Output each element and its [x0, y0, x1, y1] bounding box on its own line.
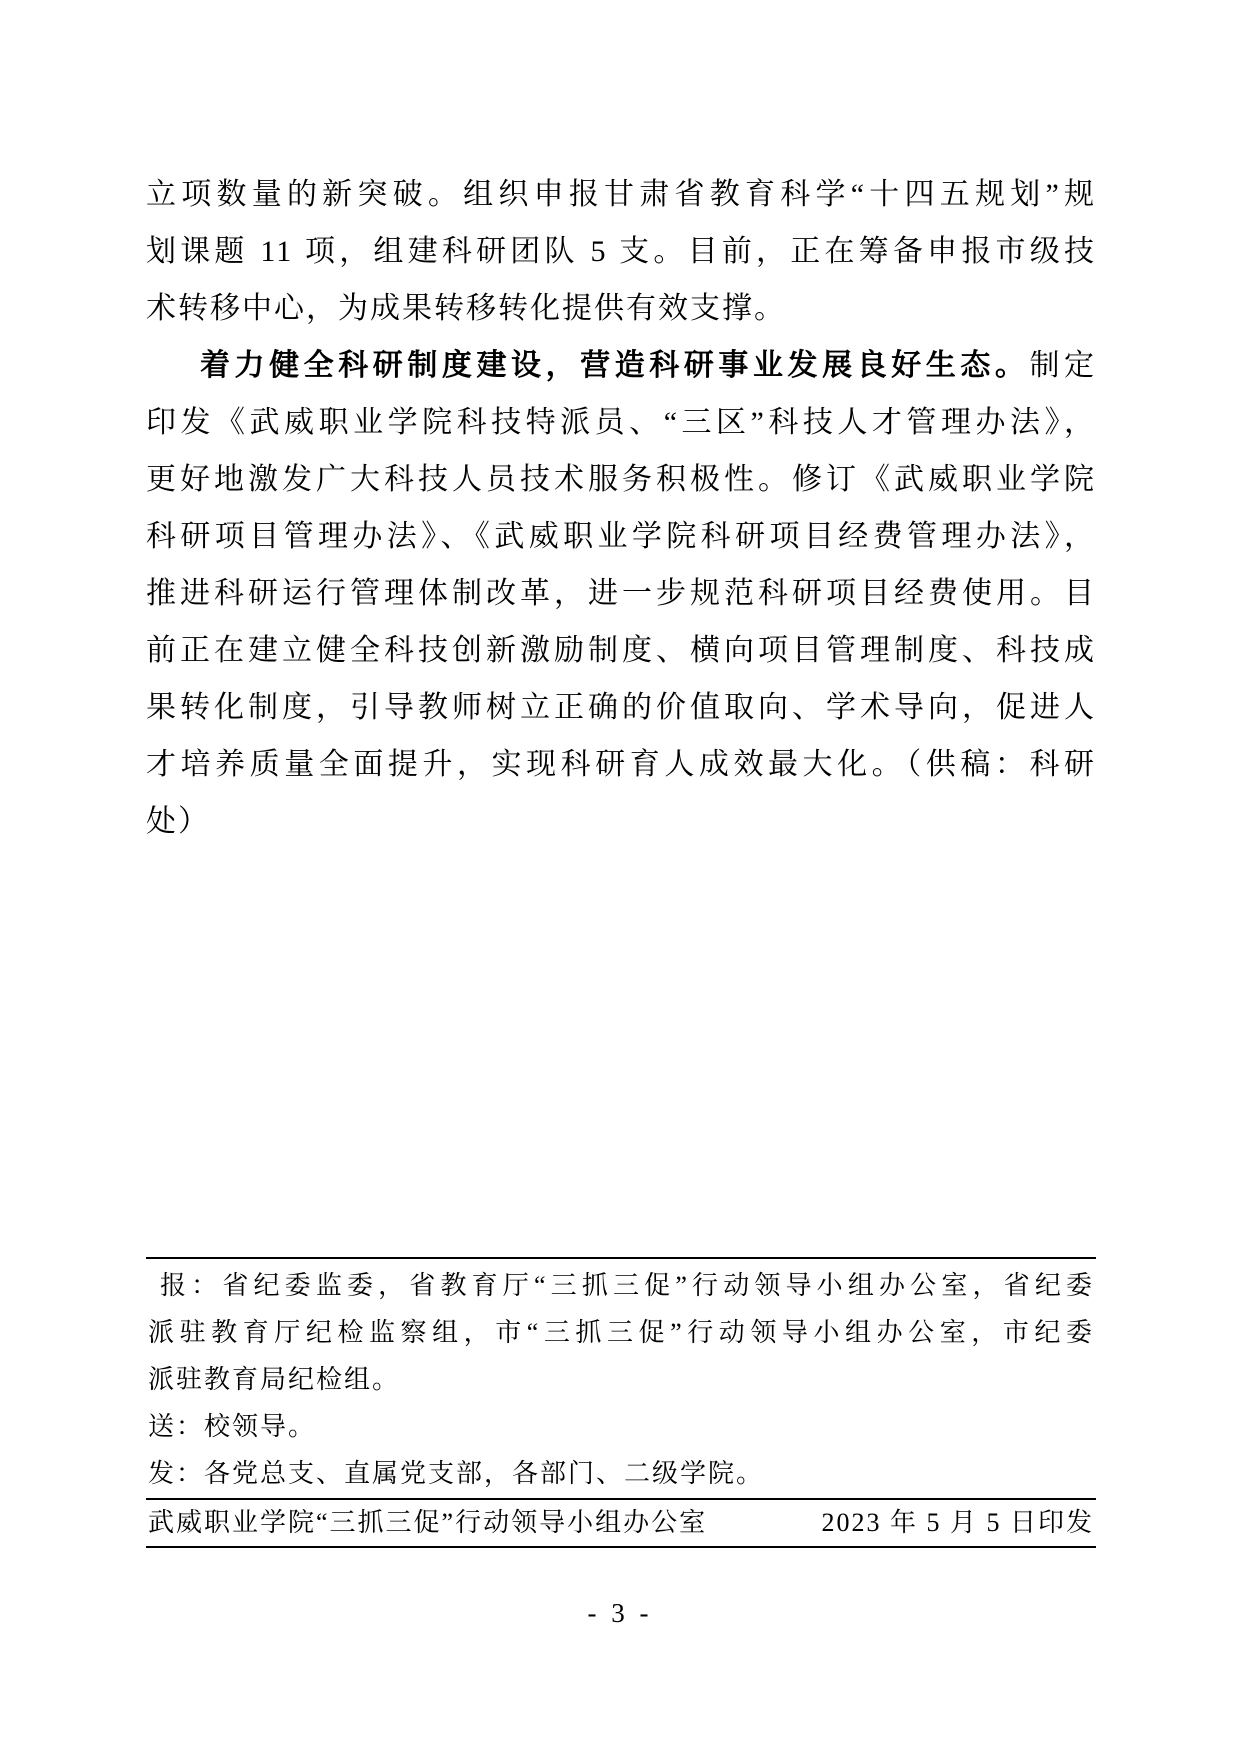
- distribute-line: 发：各党总支、直属党支部，各部门、二级学院。: [148, 1459, 765, 1488]
- imprint-line: [148, 1500, 1094, 1546]
- body-line: 术转移中心，为成果转移转化提供有效支撑。: [146, 292, 786, 325]
- imprint-date: 2023 年 5 月 5 日印发: [821, 1508, 1094, 1537]
- body-line: 立项数量的新突破。组织申报甘肃省教育科学“十四五规划”规: [146, 178, 1096, 211]
- report-line: 派驻教育厅纪检监察组，市“三抓三促”行动领导小组办公室，市纪委: [148, 1318, 1094, 1347]
- body-line: 才培养质量全面提升，实现科研育人成效最大化。（供稿：科研: [146, 748, 1096, 781]
- imprint-bottom-divider: [146, 1546, 1096, 1548]
- body-line: 果转化制度，引导教师树立正确的价值取向、学术导向，促进人: [146, 691, 1096, 724]
- body-line: 科研项目管理办法》、《武威职业学院科研项目经费管理办法》，: [146, 520, 1096, 553]
- paragraph-bold-tail: 制定: [1029, 349, 1097, 382]
- distribution-block: [148, 1262, 1094, 1497]
- body-line: 前正在建立健全科技创新激励制度、横向项目管理制度、科技成: [146, 634, 1096, 667]
- body-line: 印发《武威职业学院科技特派员、“三区”科技人才管理办法》，: [146, 406, 1096, 439]
- body-line: 处）: [146, 805, 210, 838]
- page-number: - 3 -: [587, 1598, 653, 1628]
- report-line: 派驻教育局纪检组。: [148, 1365, 401, 1394]
- body-line: 推进科研运行管理体制改革，进一步规范科研项目经费使用。目: [146, 577, 1096, 610]
- report-line: 报：省纪委监委，省教育厅“三抓三促”行动领导小组办公室，省纪委: [160, 1271, 1094, 1300]
- body-line: 划课题 11 项，组建科研团队 5 支。目前，正在筹备申报市级技: [146, 235, 1096, 268]
- body-line: 更好地激发广大科技人员技术服务积极性。修订《武威职业学院: [146, 463, 1096, 496]
- imprint-issuer: 武威职业学院“三抓三促”行动领导小组办公室: [148, 1508, 708, 1537]
- document-body: [146, 166, 1096, 850]
- send-line: 送：校领导。: [148, 1412, 317, 1441]
- footer-top-divider: [146, 1257, 1096, 1259]
- paragraph-bold-lead: 着力健全科研制度建设，营造科研事业发展良好生态。: [200, 349, 1030, 382]
- body-line-bold-heading: [146, 337, 1096, 394]
